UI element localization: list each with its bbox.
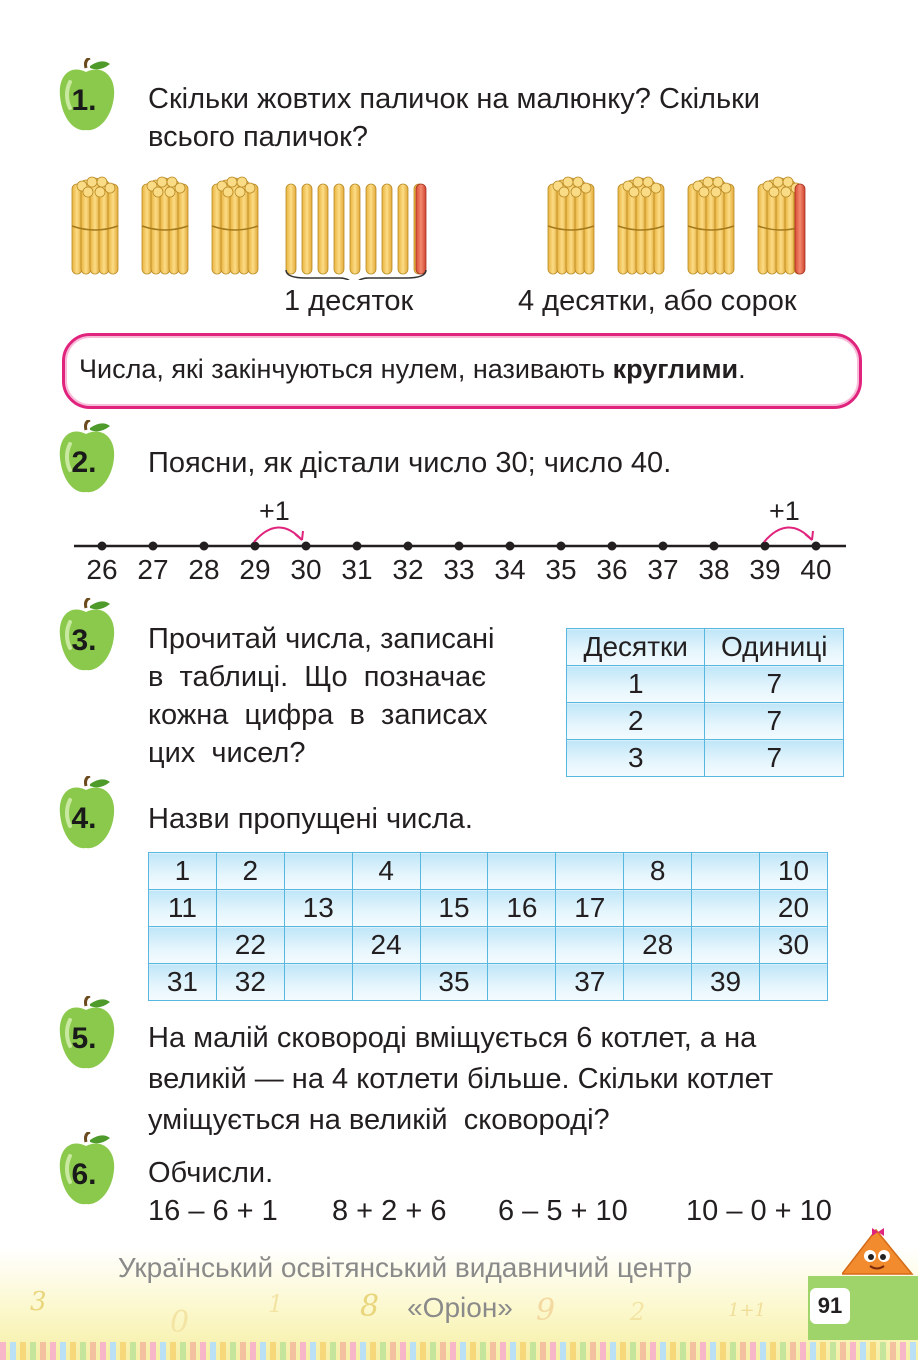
number-line-label: 34 [494,554,526,585]
grid-cell: 17 [556,890,624,927]
jump-label: +1 [769,496,800,526]
grid-cell-empty [488,964,556,1001]
number-line-point [812,542,821,551]
task-number: 6. [71,1158,97,1191]
jump-label: +1 [259,496,290,526]
place-value-table [566,628,844,777]
grid-cell-empty [216,890,284,927]
loose-sticks [286,184,426,280]
table-cell: 7 [705,740,844,777]
grid-row [149,927,828,964]
rule-box [62,333,862,409]
grid-cell: 28 [624,927,692,964]
text-line: в таблиці. Що позначає [148,661,487,693]
number-line-label: 30 [290,554,322,585]
grid-cell-empty [284,964,352,1001]
grid-cell-empty [692,890,760,927]
table-cell: 1 [567,666,705,703]
rule-text [79,354,746,385]
grid-cell: 30 [760,927,828,964]
grid-cell: 20 [760,890,828,927]
grid-cell-empty [420,853,488,890]
grid-cell-empty [420,927,488,964]
publisher-line-1: Український освітянський видавничий центр [117,1252,693,1283]
number-line-point [608,542,617,551]
expression: 10 – 0 + 10 [686,1195,832,1227]
task-number: 1. [71,84,97,117]
grid-cell: 13 [284,890,352,927]
publisher-line-2: «Оріон» [407,1292,513,1323]
number-line-point [200,542,209,551]
rule-bold-term: круглими [612,354,739,384]
grid-cell-empty [149,927,217,964]
apple-number-badge [56,776,120,852]
number-line-point [710,542,719,551]
svg-text:2: 2 [630,1298,646,1326]
text-line: всього паличок? [148,121,368,153]
grid-cell-empty [284,853,352,890]
grid-cell: 37 [556,964,624,1001]
number-line-point [557,542,566,551]
label-four-tens: 4 десятки, або сорок [518,285,797,317]
grid-cell-empty [556,853,624,890]
text-line: На малій сковороді вміщується 6 котлет, а на [148,1022,757,1054]
grid-cell: 11 [149,890,217,927]
text-line: великій — на 4 котлети більше. Скільки котлет [148,1063,774,1095]
task-number: 2. [71,446,97,479]
grid-cell: 39 [692,964,760,1001]
grid-cell: 22 [216,927,284,964]
number-line-point [455,542,464,551]
grid-cell-empty [624,890,692,927]
grid-row [149,964,828,1001]
text-line: кожна цифра в записах [148,699,488,731]
text-line: цих чисел? [148,737,306,769]
apple-number-badge [56,598,120,674]
stick-bundle [142,177,188,274]
text-line: Скільки жовтих паличок на малюнку? Скільки [148,83,760,115]
grid-cell: 1 [149,853,217,890]
number-line-point [149,542,158,551]
expression: 8 + 2 + 6 [332,1195,447,1227]
grid-cell: 24 [352,927,420,964]
number-line-label: 39 [749,554,781,585]
grid-cell-empty [556,927,624,964]
table-cell: 7 [705,666,844,703]
red-stick [795,184,805,274]
svg-text:1+1: 1+1 [728,1300,766,1321]
grid-cell: 32 [216,964,284,1001]
number-line-point [251,542,260,551]
grid-cell: 15 [420,890,488,927]
svg-text:8: 8 [360,1289,380,1324]
svg-text:9: 9 [536,1293,556,1328]
expression: 16 – 6 + 1 [148,1195,278,1227]
number-line-label: 33 [443,554,475,585]
number-line [70,490,850,560]
rule-prefix: Числа, які закінчуються нулем, називають [79,354,613,384]
mascot-triangle-icon [842,1226,918,1280]
number-line-point [659,542,668,551]
grid-row [149,890,828,927]
table-cell: 2 [567,703,705,740]
number-line-label: 32 [392,554,424,585]
task-6-text: Обчисли. [148,1157,274,1189]
grid-cell-empty [760,964,828,1001]
table-header: Одиниці [705,629,844,666]
number-line-label: 35 [545,554,577,585]
grid-cell: 4 [352,853,420,890]
task-2-text: Поясни, як дістали число 30; число 40. [148,447,672,479]
task-number: 4. [71,802,97,835]
text-line: Прочитай числа, записані [148,623,495,655]
number-line-label: 36 [596,554,628,585]
task-number: 5. [71,1022,97,1055]
number-line-point [761,542,770,551]
grid-cell-empty [284,927,352,964]
task-number: 3. [71,624,97,657]
task-3-text [148,620,540,772]
grid-cell-empty [692,927,760,964]
apple-number-badge [56,58,120,134]
apple-number-badge [56,1132,120,1208]
number-line-point [98,542,107,551]
stick-bundle [212,177,258,274]
number-line-label: 31 [341,554,373,585]
grid-cell: 31 [149,964,217,1001]
number-line-point [302,542,311,551]
grid-cell: 10 [760,853,828,890]
grid-cell-empty [488,853,556,890]
rule-suffix: . [738,354,746,384]
counting-sticks-illustration [70,170,840,280]
grid-row [149,853,828,890]
page-number: 91 [810,1288,850,1324]
svg-text:0: 0 [170,1305,190,1340]
number-line-label: 27 [137,554,169,585]
stick-bundle [618,177,664,274]
grid-cell: 8 [624,853,692,890]
task-1-text [148,80,848,156]
number-line-point [506,542,515,551]
number-line-label: 28 [188,554,220,585]
number-line-label: 26 [86,554,118,585]
grid-cell-empty [624,964,692,1001]
text-line: уміщується на великій сковороді? [148,1104,610,1136]
grid-cell: 2 [216,853,284,890]
label-one-ten: 1 десяток [284,285,414,317]
task-5-text [148,1018,858,1141]
grid-cell-empty [692,853,760,890]
number-line-label: 29 [239,554,271,585]
task-4-text: Назви пропущені числа. [148,803,473,835]
table-cell: 3 [567,740,705,777]
number-line-point [404,542,413,551]
svg-text:3: 3 [30,1287,47,1317]
apple-number-badge [56,420,120,496]
number-line-point [353,542,362,551]
grid-cell-empty [352,890,420,927]
missing-numbers-grid [148,852,828,1001]
table-header: Десятки [567,629,705,666]
expression: 6 – 5 + 10 [498,1195,628,1227]
grid-cell: 35 [420,964,488,1001]
table-cell: 7 [705,703,844,740]
stick-bundle [688,177,734,274]
stick-bundle [72,177,118,274]
number-line-label: 37 [647,554,679,585]
grid-cell-empty [488,927,556,964]
stick-bundle [548,177,594,274]
apple-number-badge [56,996,120,1072]
svg-text:1: 1 [268,1290,284,1318]
number-line-label: 38 [698,554,730,585]
grid-cell: 16 [488,890,556,927]
grid-cell-empty [352,964,420,1001]
number-line-label: 40 [800,554,832,585]
